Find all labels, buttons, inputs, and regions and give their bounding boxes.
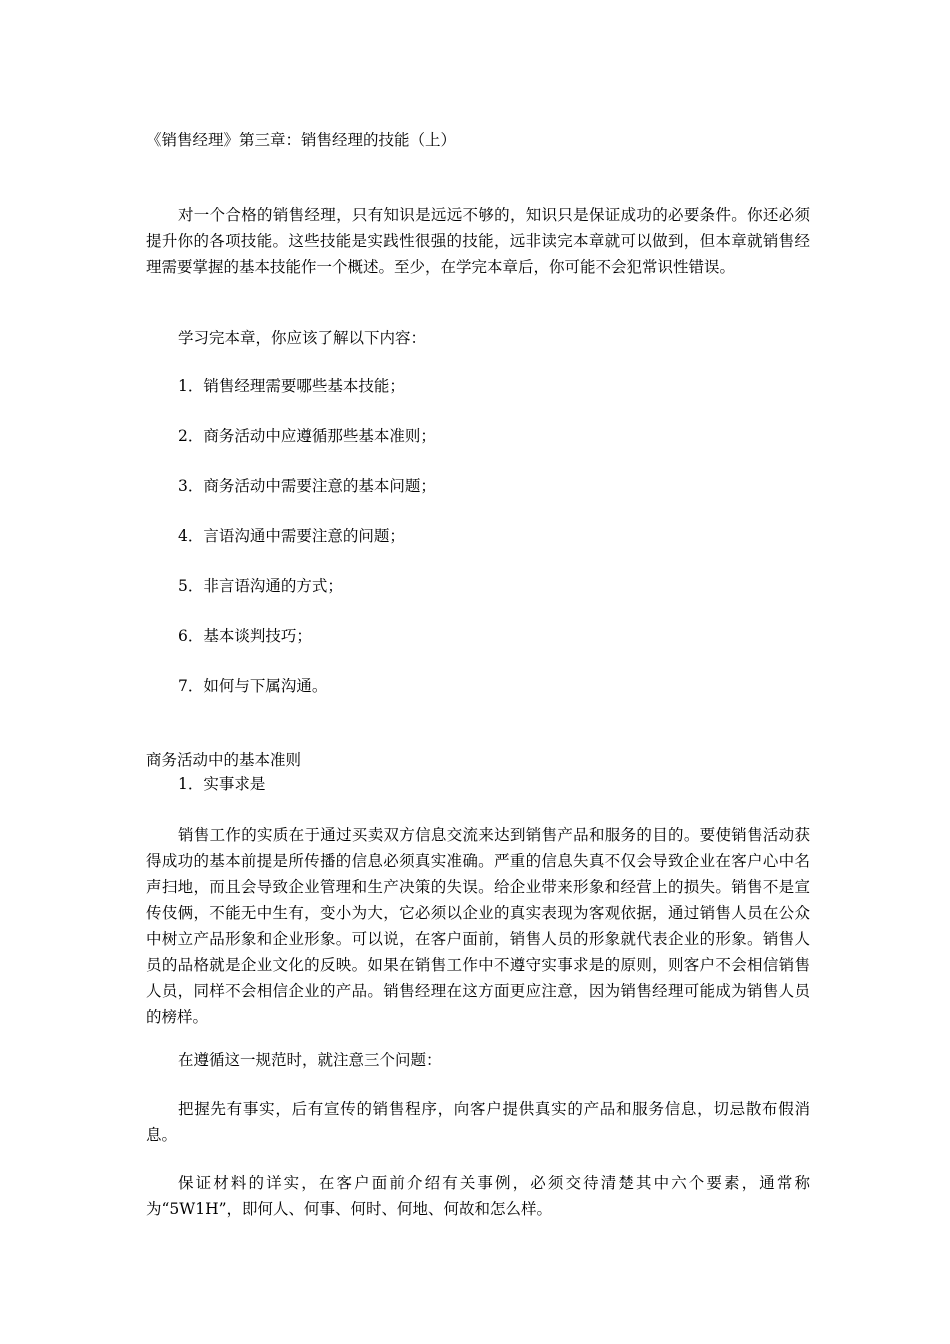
objectives-intro: 学习完本章，你应该了解以下内容： bbox=[178, 329, 427, 347]
objective-item-5: 5．非言语沟通的方式； bbox=[178, 577, 343, 595]
section-heading: 商务活动中的基本准则 bbox=[146, 751, 302, 769]
page-title: 《销售经理》第三章：销售经理的技能（上） bbox=[146, 131, 457, 149]
objective-item-6: 6．基本谈判技巧； bbox=[178, 627, 312, 645]
point-paragraph-2: 保证材料的详实，在客户面前介绍有关事例，必须交待清楚其中六个要素，通常称为“5W1H”，即何人、何事、何时、何地、何故和怎么样。 bbox=[146, 1174, 810, 1218]
objective-item-3: 3．商务活动中需要注意的基本问题； bbox=[178, 477, 436, 495]
objective-item-7: 7．如何与下属沟通。 bbox=[178, 677, 328, 695]
objective-item-4: 4．言语沟通中需要注意的问题； bbox=[178, 527, 405, 545]
objective-item-2: 2．商务活动中应遵循那些基本准则； bbox=[178, 427, 436, 445]
point-paragraph-1: 把握先有事实，后有宣传的销售程序，向客户提供真实的产品和服务信息，切忌散布假消息。 bbox=[146, 1100, 810, 1144]
objective-item-1: 1．销售经理需要哪些基本技能； bbox=[178, 377, 405, 395]
follow-intro: 在遵循这一规范时，就注意三个问题： bbox=[178, 1051, 442, 1069]
intro-paragraph: 对一个合格的销售经理，只有知识是远远不够的，知识只是保证成功的必要条件。你还必须提升你的各项技能。这些技能是实践性很强的技能，远非读完本章就可以做到，但本章就销售经理需要掌握的基本技能作一个概述。至少，在学完本章后，你可能不会犯常识性错误。 bbox=[146, 206, 810, 276]
body-paragraph: 销售工作的实质在于通过买卖双方信息交流来达到销售产品和服务的目的。要使销售活动获得成功的基本前提是所传播的信息必须真实准确。严重的信息失真不仅会导致企业在客户心中名声扫地，而且会导致企业管理和生产决策的失误。给企业带来形象和经营上的损失。销售不是宣传伎俩，不能无中生有，变小为大，它必须以企业的真实表现为客观依据，通过销售人员在公众中树立产品形象和企业形象。可以说，在客户面前，销售人员的形象就代表企业的形象。销售人员的品格就是企业文化的反映。如果在销售工作中不遵守实事求是的原则，则客户不会相信销售人员，同样不会相信企业的产品。销售经理在这方面更应注意，因为销售经理可能成为销售人员的榜样。 bbox=[146, 826, 810, 1026]
subsection-heading: 1．实事求是 bbox=[178, 775, 266, 793]
